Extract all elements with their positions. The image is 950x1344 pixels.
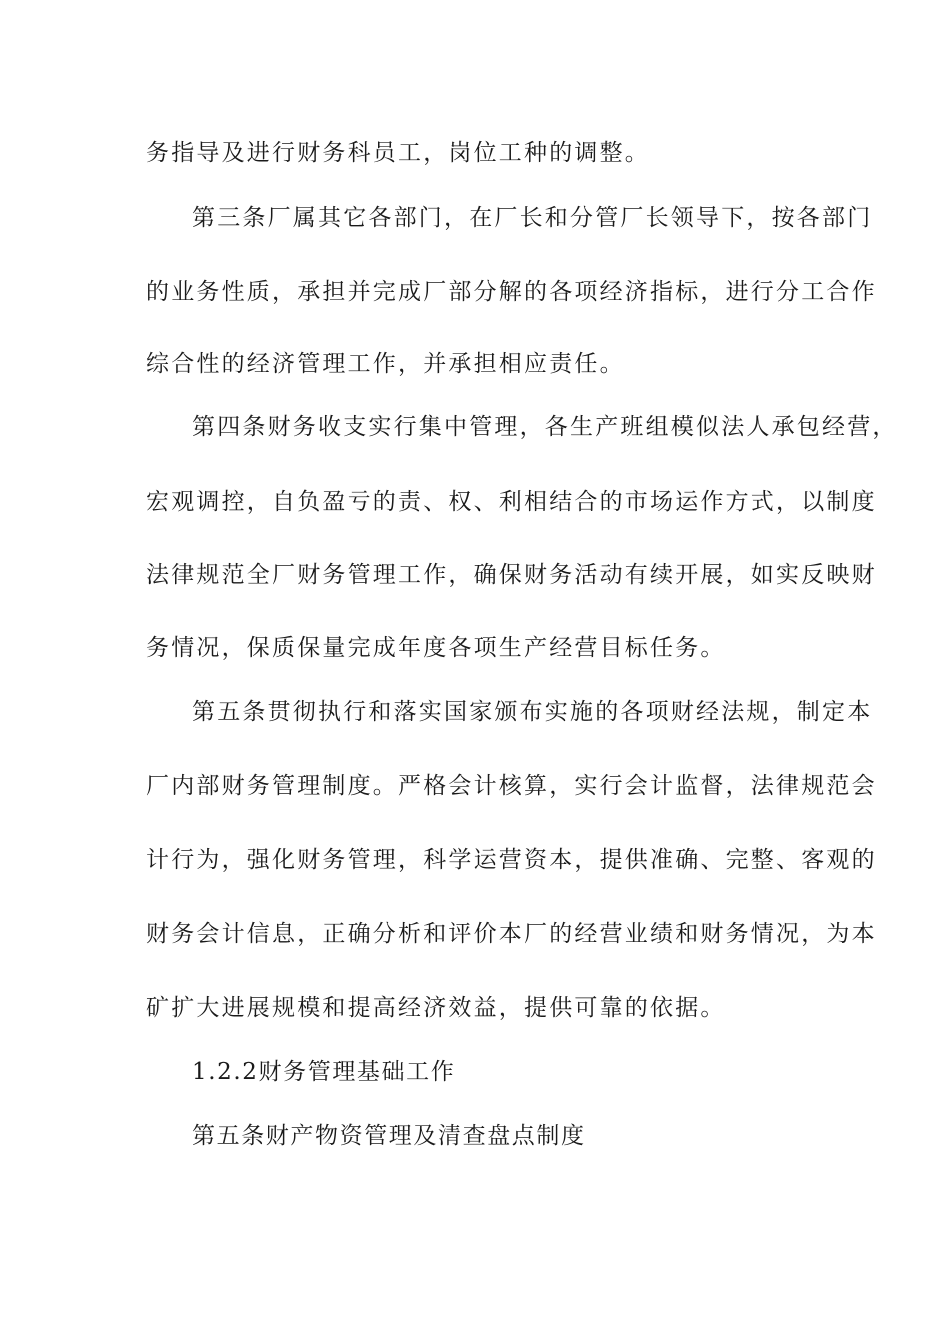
- section-heading: 第五条财产物资管理及清查盘点制度: [192, 1123, 586, 1149]
- text-line: 务指导及进行财务科员工，岗位工种的调整。: [146, 140, 650, 166]
- text-line: 宏观调控，自负盈亏的责、权、利相结合的市场运作方式，以制度: [146, 489, 877, 515]
- text-line: 第四条财务收支实行集中管理，各生产班组模似法人承包经营，: [192, 414, 898, 440]
- text-line: 法律规范全厂财务管理工作，确保财务活动有续开展，如实反映财: [146, 562, 877, 588]
- text-line: 的业务性质，承担并完成厂部分解的各项经济指标，进行分工合作: [146, 279, 877, 305]
- text-line: 第三条厂属其它各部门，在厂长和分管厂长领导下，按各部门: [192, 205, 873, 231]
- text-line: 计行为，强化财务管理，科学运营资本，提供准确、完整、客观的: [146, 847, 877, 873]
- text-line: 务情况，保质保量完成年度各项生产经营目标任务。: [146, 635, 726, 661]
- text-line: 财务会计信息，正确分析和评价本厂的经营业绩和财务情况，为本: [146, 921, 877, 947]
- text-line: 综合性的经济管理工作，并承担相应责任。: [146, 351, 625, 377]
- text-line: 第五条贯彻执行和落实国家颁布实施的各项财经法规，制定本: [192, 699, 873, 725]
- text-line: 矿扩大进展规模和提高经济效益，提供可靠的依据。: [146, 995, 726, 1021]
- text-line: 厂内部财务管理制度。严格会计核算，实行会计监督，法律规范会: [146, 773, 877, 799]
- section-heading: 1.2.2财务管理基础工作: [192, 1059, 456, 1085]
